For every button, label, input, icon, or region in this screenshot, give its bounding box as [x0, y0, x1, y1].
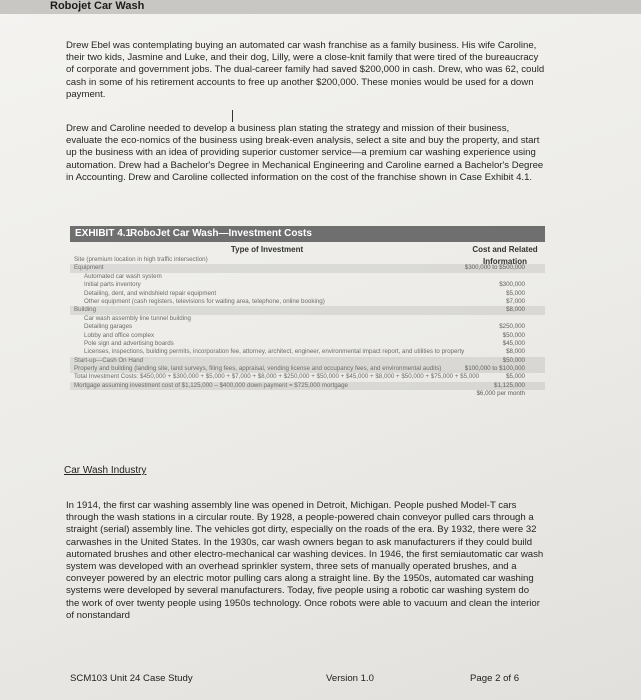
- table-row: [70, 290, 545, 298]
- table-row: [70, 323, 545, 331]
- table-row: [70, 273, 545, 281]
- footer-page-number: Page 2 of 6: [470, 673, 520, 684]
- footer-version: Version 1.0: [326, 673, 375, 684]
- row-amount: $300,000: [499, 281, 525, 289]
- table-row: [70, 332, 545, 340]
- table-row: [70, 298, 545, 306]
- page-header: [0, 0, 641, 14]
- row-label: Other equipment (cash registers, televisions for waiting area, telephone, online booking): [84, 297, 325, 305]
- table-row: [70, 357, 545, 365]
- text-cursor: [232, 110, 233, 122]
- row-label: Automated car wash system: [84, 272, 162, 280]
- row-label: Detailing, dent, and windshield repair equipment: [84, 289, 217, 297]
- paragraph-business-plan: Drew and Caroline needed to develop a business plan stating the strategy and mission of their business, evaluate the eco-nomics of the business using break-even analysis, select a site and buy the property, and start up the business with an idea of providing superior customer service—a premium car washing experience using automation. Drew had a Bachelor's Degree in Mechanical Engineering and Caroline earned a Bachelor's Degree in Accounting. Drew and Caroline collected information on the cost of the franchise shown in Case Exhibit 4.1.: [66, 123, 544, 183]
- table-row: [70, 264, 545, 272]
- table-row: [70, 306, 545, 314]
- row-amount: $1,125,000: [494, 381, 525, 389]
- table-row: [70, 315, 545, 323]
- exhibit-title-bar: [70, 226, 545, 242]
- table-row: [70, 256, 545, 264]
- row-amount: $8,000: [506, 306, 525, 314]
- row-amount: $5,000: [506, 289, 525, 297]
- row-label: Equipment: [74, 264, 104, 272]
- exhibit-name: RoboJet Car Wash—Investment Costs: [130, 228, 312, 239]
- row-amount: $45,000: [502, 339, 525, 347]
- column-header-cost: Cost and Related Information: [472, 245, 538, 266]
- row-label: Mortgage assuming investment cost of $1,125,000 – $400,000 down payment = $725,000 mortgage: [74, 381, 348, 389]
- row-label: Start-up—Cash On Hand: [74, 356, 144, 364]
- row-label: Site (premium location in high traffic intersection): [74, 256, 208, 263]
- table-row: [70, 390, 545, 398]
- row-amount: $6,000 per month: [476, 390, 525, 398]
- footer-course: SCM103 Unit 24 Case Study: [70, 673, 193, 684]
- section-title: Car Wash Industry: [64, 465, 147, 476]
- row-label: Property and building (landing site, land surveys, filing fees, appraisal, vending license and occupancy fees, and environmental audits): [74, 365, 442, 373]
- row-label: Pole sign and advertising boards: [84, 339, 174, 347]
- row-amount: $8,000: [506, 348, 525, 356]
- table-row: [70, 348, 545, 356]
- table-row: [70, 340, 545, 348]
- row-amount: $50,000: [502, 331, 525, 339]
- paragraph-industry: In 1914, the first car washing assembly line was opened in Detroit, Michigan. People pushed Model-T cars through the wash stations in a circular route. By 1928, a people-powered chain conveyor pulled cars through a straight (serial) assembly line. The vehicles got dirty, especially on the roads of the era. By 1932, there were 32 carwashes in the United States. In the 1930s, car wash owners began to ask manufacturers if they could build automated brushes and other electro-mechanical car washing devices. In 1946, the first semiautomatic car wash system was developed with an overhead sprinkler system, three sets of manually operated brushes, and a conveyer powered by an electric motor pulling cars along a straight line. By the 1950s, automated car washing systems were developed by several manufacturers. Today, five people using a robotic car washing system do the work of over twenty people using 1950s technology. Once robots were able to vacuum and clean the interior of nonstandard: [66, 500, 544, 621]
- row-label: Car wash assembly line tunnel building: [84, 314, 191, 322]
- table-row: [70, 382, 545, 390]
- row-amount: $300,000 to $500,000: [464, 264, 525, 272]
- exhibit-table: [70, 226, 545, 462]
- row-label: Total Investment Costs: $450,000 + $300,000 + $5,000 + $7,000 + $8,000 + $250,000 + $50,000 + $45,000 + $8,000 + $50,000 + $75,000 + $5,000: [74, 373, 480, 381]
- exhibit-label: EXHIBIT 4.1: [75, 228, 132, 239]
- table-row: [70, 365, 545, 373]
- row-label: Building: [74, 306, 97, 314]
- row-amount: $5,000: [506, 373, 525, 381]
- row-label: Initial parts inventory: [84, 281, 141, 289]
- row-amount: $50,000: [502, 356, 525, 364]
- row-label: Detailing garages: [84, 323, 133, 331]
- row-amount: $100,000 to $100,000: [464, 365, 525, 373]
- row-label: Licenses, inspections, building permits, incorporation fee, attorney, architect, engineer, environmental impact report, and utilities to property: [84, 348, 465, 356]
- row-amount: $250,000: [499, 323, 525, 331]
- table-row: [70, 373, 545, 381]
- row-amount: $7,000: [506, 297, 525, 305]
- column-header-type: Type of Investment: [230, 245, 304, 254]
- row-label: Lobby and office complex: [84, 331, 155, 339]
- paragraph-intro: Drew Ebel was contemplating buying an automated car wash franchise as a family business. His wife Caroline, their two kids, Jasmine and Luke, and their dog, Lilly, were a close-knit family that were tired of the bureaucracy of corporate and government jobs. The dual-career family had saved $200,000 in cash. Drew, who was 62, could cash in some of his retirement accounts to free up another $200,000. These monies would be used for a down payment.: [66, 40, 545, 100]
- document-title: Robojet Car Wash: [50, 0, 145, 12]
- exhibit-rows: [70, 256, 545, 399]
- table-row: [70, 281, 545, 289]
